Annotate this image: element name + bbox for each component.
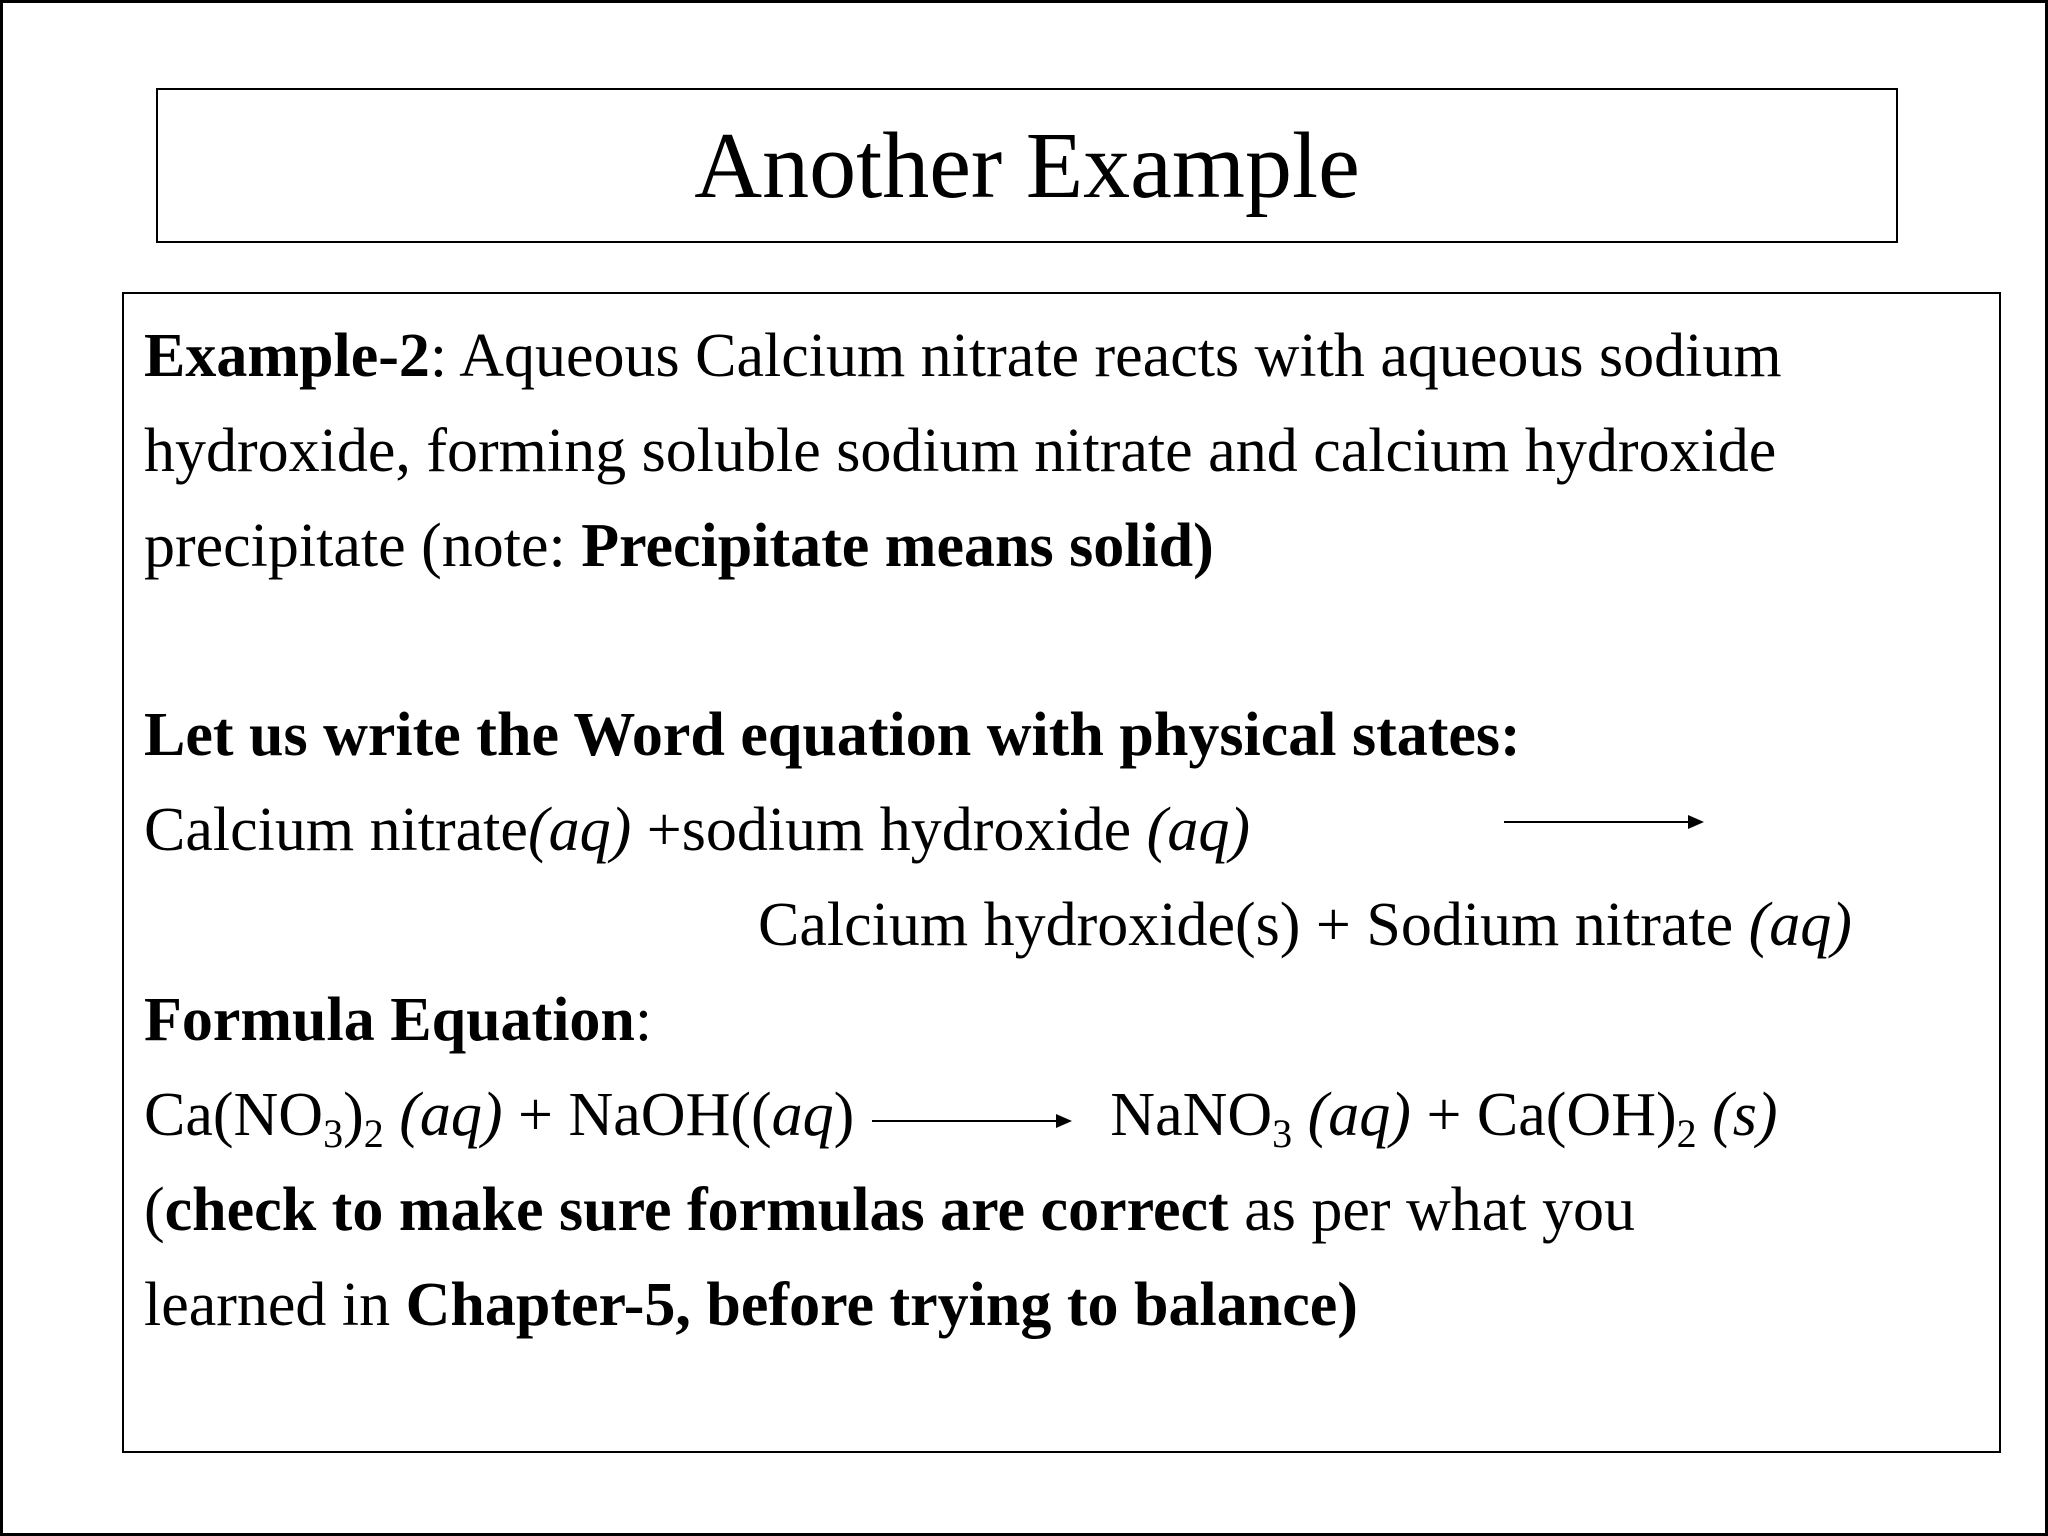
example-line-2 — [144, 417, 1777, 485]
formula-arrow-icon — [872, 1120, 1070, 1122]
word-equation-products: Calcium hydroxide(s) + Sodium nitrate (aq) — [758, 891, 1852, 959]
check-line-2: learned in Chapter-5, before trying to balance) — [144, 1271, 1358, 1339]
formula-equation-heading: Formula Equation: — [144, 986, 653, 1054]
example-text-1: Aqueous Calcium nitrate reacts with aqueous sodium — [447, 322, 1782, 390]
word-equation-reactants: Calcium nitrate(aq) +sodium hydroxide (aq) — [144, 796, 1250, 864]
example-line-1: Example-2: Aqueous Calcium nitrate reacts with aqueous sodium — [144, 322, 1782, 390]
title-box — [156, 88, 1898, 243]
example-text-2: hydroxide, forming soluble sodium nitrate and calcium hydroxide — [144, 417, 1777, 485]
slide-title: Another Example — [694, 113, 1360, 218]
word-equation-heading: Let us write the Word equation with physical states: — [144, 701, 1521, 769]
example-line-3 — [144, 512, 1214, 580]
example-label: Example-2 — [144, 322, 430, 390]
formula-equation: $Ca(NO_3)_2$ (aq) + NaOH((aq) NaNO$_3$ $(aq) + Ca(OH)_2$ (s) — [144, 1081, 1778, 1156]
precipitate-note: Precipitate means solid) — [581, 512, 1214, 580]
example-text-3: precipitate (note: — [144, 512, 582, 580]
content-box — [122, 292, 2001, 1453]
reaction-arrow-icon — [1504, 821, 1702, 823]
check-line-1: (check to make sure formulas are correct as per what you — [144, 1176, 1636, 1244]
